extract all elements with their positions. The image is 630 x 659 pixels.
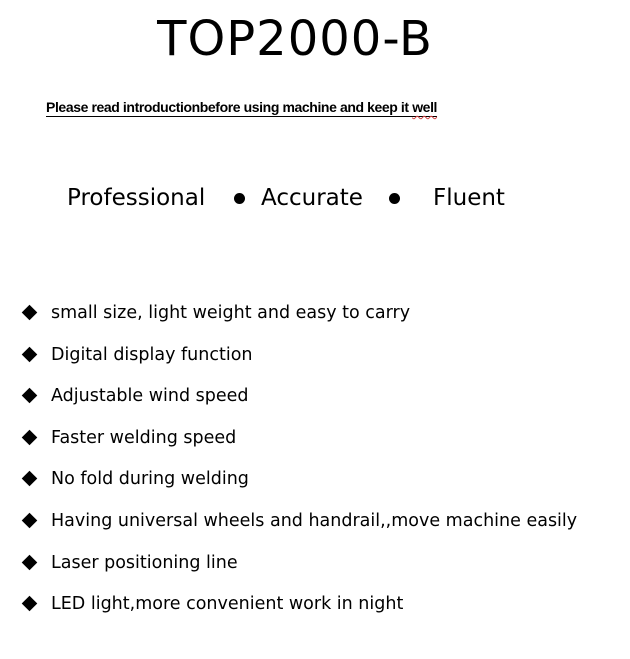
diamond-bullet-icon <box>22 388 38 404</box>
diamond-bullet-icon <box>22 596 38 612</box>
diamond-bullet-icon <box>22 346 38 362</box>
bullet-dot-icon <box>389 193 400 204</box>
feature-text: LED light,more convenient work in night <box>51 594 404 615</box>
feature-item <box>20 550 577 592</box>
feature-text: Digital display function <box>51 344 253 365</box>
bullet-dot-icon <box>234 193 245 204</box>
product-title: TOP2000-B <box>157 11 433 67</box>
feature-item <box>20 300 577 342</box>
diamond-bullet-icon <box>22 305 38 321</box>
feature-text: No fold during welding <box>51 469 249 490</box>
feature-text: Laser positioning line <box>51 552 238 573</box>
feature-text: Adjustable wind speed <box>51 386 249 407</box>
diamond-bullet-icon <box>22 554 38 570</box>
usage-notice-text <box>46 99 437 117</box>
diamond-bullet-icon <box>22 471 38 487</box>
tagline-word-fluent: Fluent <box>433 185 505 211</box>
usage-notice <box>46 97 437 117</box>
usage-notice-main: Please read introductionbefore using machine and keep it <box>46 99 413 115</box>
diamond-bullet-icon <box>22 430 38 446</box>
feature-item <box>20 342 577 384</box>
usage-notice-last-word: well <box>412 99 438 115</box>
feature-item <box>20 591 577 633</box>
feature-text: Faster welding speed <box>51 427 237 448</box>
feature-text: small size, light weight and easy to carry <box>51 303 411 323</box>
feature-text: Having universal wheels and handrail,,move machine easily <box>51 510 578 531</box>
tagline-word-professional: Professional <box>67 185 206 211</box>
feature-item <box>20 508 577 550</box>
diamond-bullet-icon <box>22 513 38 529</box>
feature-list <box>20 300 577 633</box>
feature-item <box>20 425 577 467</box>
tagline-word-accurate: Accurate <box>261 185 363 211</box>
feature-item <box>20 383 577 425</box>
feature-item <box>20 466 577 508</box>
